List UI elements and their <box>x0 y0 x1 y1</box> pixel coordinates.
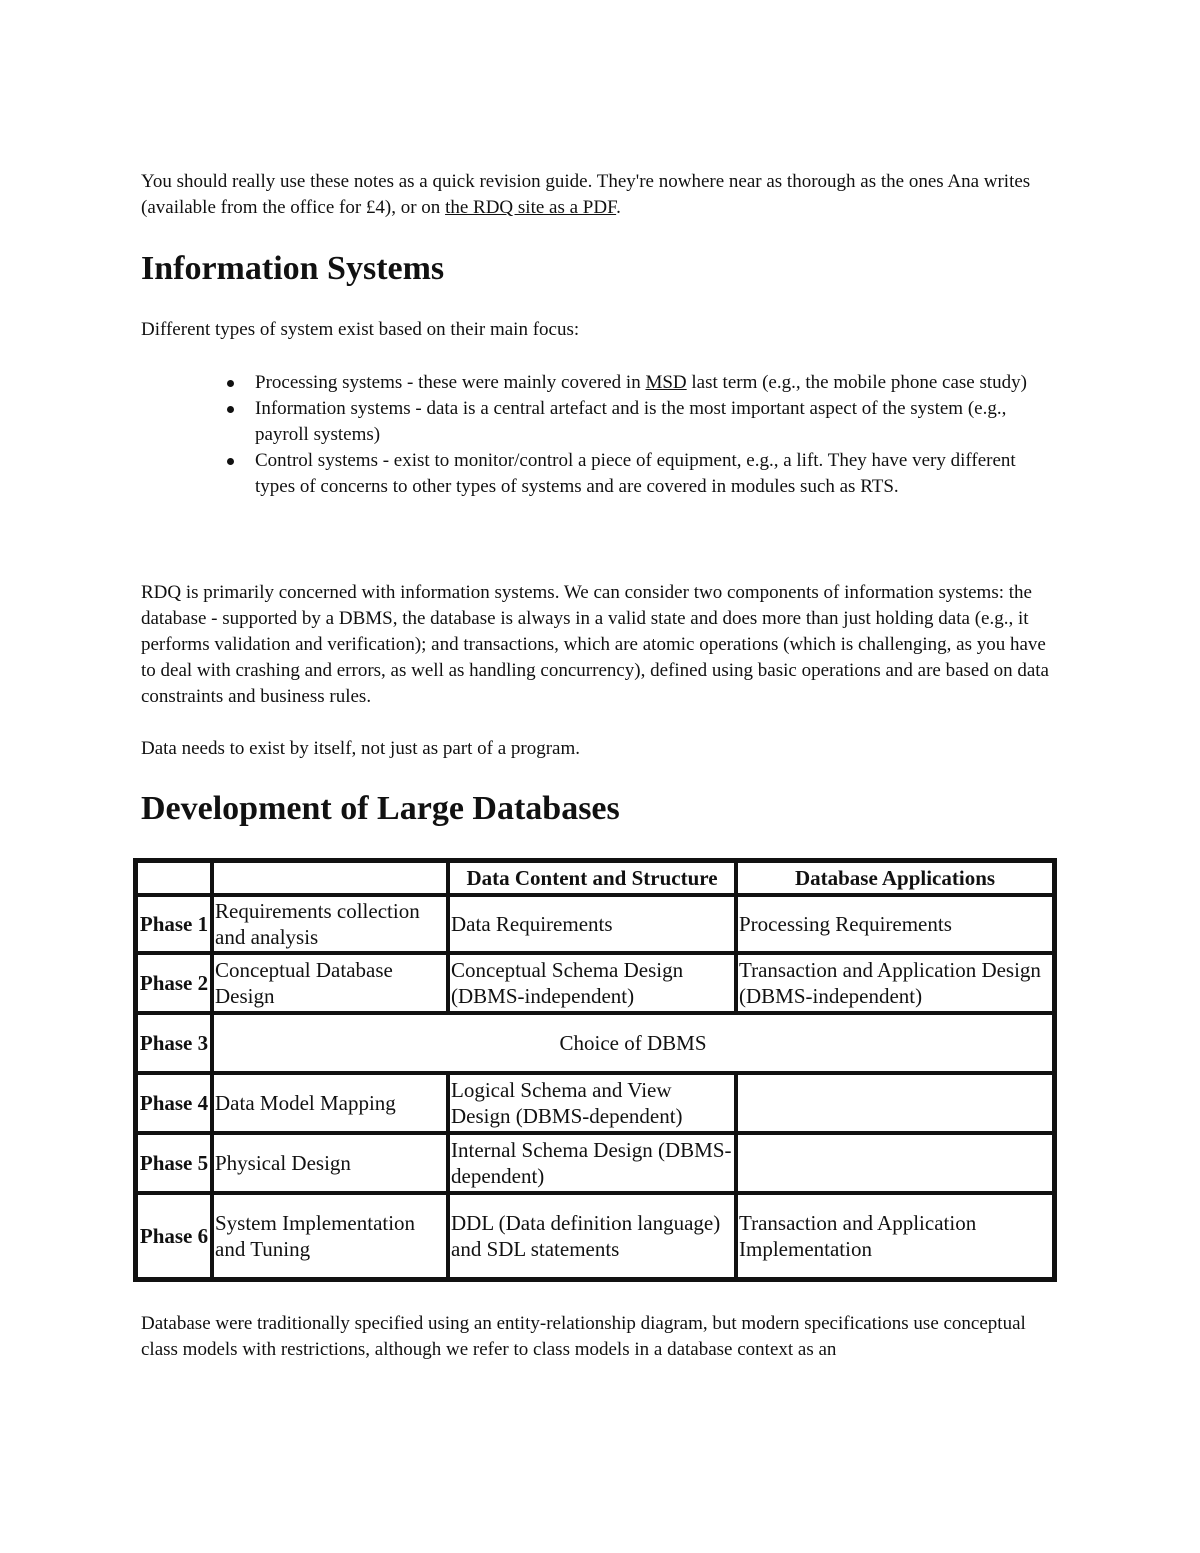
data-cell: Conceptual Schema Design (DBMS-independent) <box>448 953 736 1013</box>
list-item-text: Control systems - exist to monitor/control a piece of equipment, e.g., a lift. They have very different types of concerns to other types of systems and are covered in modules such as RTS. <box>255 450 1016 497</box>
list-item <box>141 448 1055 500</box>
data-cell: Logical Schema and View Design (DBMS-dependent) <box>448 1073 736 1133</box>
apps-cell: Transaction and Application Implementation <box>736 1193 1054 1279</box>
step-cell: System Implementation and Tuning <box>212 1193 448 1279</box>
intro-paragraph <box>141 169 1061 221</box>
apps-cell: Transaction and Application Design (DBMS-independent) <box>736 953 1054 1013</box>
data-cell: DDL (Data definition language) and SDL statements <box>448 1193 736 1279</box>
list-item-text: Processing systems - these were mainly covered in <box>255 372 646 393</box>
list-item-text: last term (e.g., the mobile phone case study) <box>686 372 1027 393</box>
rdq-paragraph: RDQ is primarily concerned with information systems. We can consider two components of information systems: the database - supported by a DBMS, the database is always in a valid state and does more than just holding data (e.g., it performs validation and verification); and transactions, which are atomic operations (which is challenging, as you have to deal with crashing and errors, as well as handling concurrency), defined using basic operations and are based on data constraints and business rules. <box>141 582 1049 707</box>
systems-lead-paragraph: Different types of system exist based on their main focus: <box>141 319 580 340</box>
table-row <box>136 1073 1054 1133</box>
table-header-cell <box>136 861 212 895</box>
step-cell: Physical Design <box>212 1133 448 1193</box>
table-header-row <box>136 861 1054 895</box>
apps-cell: Processing Requirements <box>736 895 1054 953</box>
bullet-icon <box>227 458 234 465</box>
table-row <box>136 1013 1054 1073</box>
database-spec-paragraph: Database were traditionally specified using an entity-relationship diagram, but modern specifications use conceptual class models with restrictions, although we refer to class models in a database context as an <box>141 1313 1026 1360</box>
intro-text: You should really use these notes as a quick revision guide. They're nowhere near as thorough as the ones Ana writes (available from the office for £4), or on <box>141 171 1031 218</box>
merged-cell: Choice of DBMS <box>212 1013 1054 1073</box>
table-row <box>136 895 1054 953</box>
table-header-cell: Database Applications <box>736 861 1054 895</box>
data-cell: Internal Schema Design (DBMS-dependent) <box>448 1133 736 1193</box>
phase-cell: Phase 1 <box>136 895 212 953</box>
intro-text-end: . <box>616 197 621 218</box>
heading-information-systems: Information Systems <box>141 250 445 287</box>
table-header-cell <box>212 861 448 895</box>
apps-cell <box>736 1073 1054 1133</box>
table-row <box>136 1133 1054 1193</box>
database-phases-table <box>133 858 1057 1282</box>
data-cell: Data Requirements <box>448 895 736 953</box>
phase-cell: Phase 6 <box>136 1193 212 1279</box>
table-row <box>136 953 1054 1013</box>
list-item <box>141 370 1055 396</box>
system-types-list <box>141 370 1061 500</box>
table-row <box>136 1193 1054 1279</box>
msd-link[interactable]: MSD <box>645 372 687 393</box>
step-cell: Data Model Mapping <box>212 1073 448 1133</box>
step-cell: Conceptual Database Design <box>212 953 448 1013</box>
phase-cell: Phase 3 <box>136 1013 212 1073</box>
apps-cell <box>736 1133 1054 1193</box>
phase-cell: Phase 5 <box>136 1133 212 1193</box>
bullet-icon <box>227 380 234 387</box>
list-item-text: Information systems - data is a central artefact and is the most important aspect of the system (e.g., payroll systems) <box>255 398 1007 445</box>
rdq-pdf-link[interactable]: the RDQ site as a PDF <box>445 197 617 218</box>
data-exist-paragraph: Data needs to exist by itself, not just as part of a program. <box>141 738 581 759</box>
table-header-cell: Data Content and Structure <box>448 861 736 895</box>
phase-cell: Phase 2 <box>136 953 212 1013</box>
bullet-icon <box>227 406 234 413</box>
list-item <box>141 396 1055 448</box>
step-cell: Requirements collection and analysis <box>212 895 448 953</box>
heading-development-large-databases: Development of Large Databases <box>141 790 620 827</box>
phase-cell: Phase 4 <box>136 1073 212 1133</box>
